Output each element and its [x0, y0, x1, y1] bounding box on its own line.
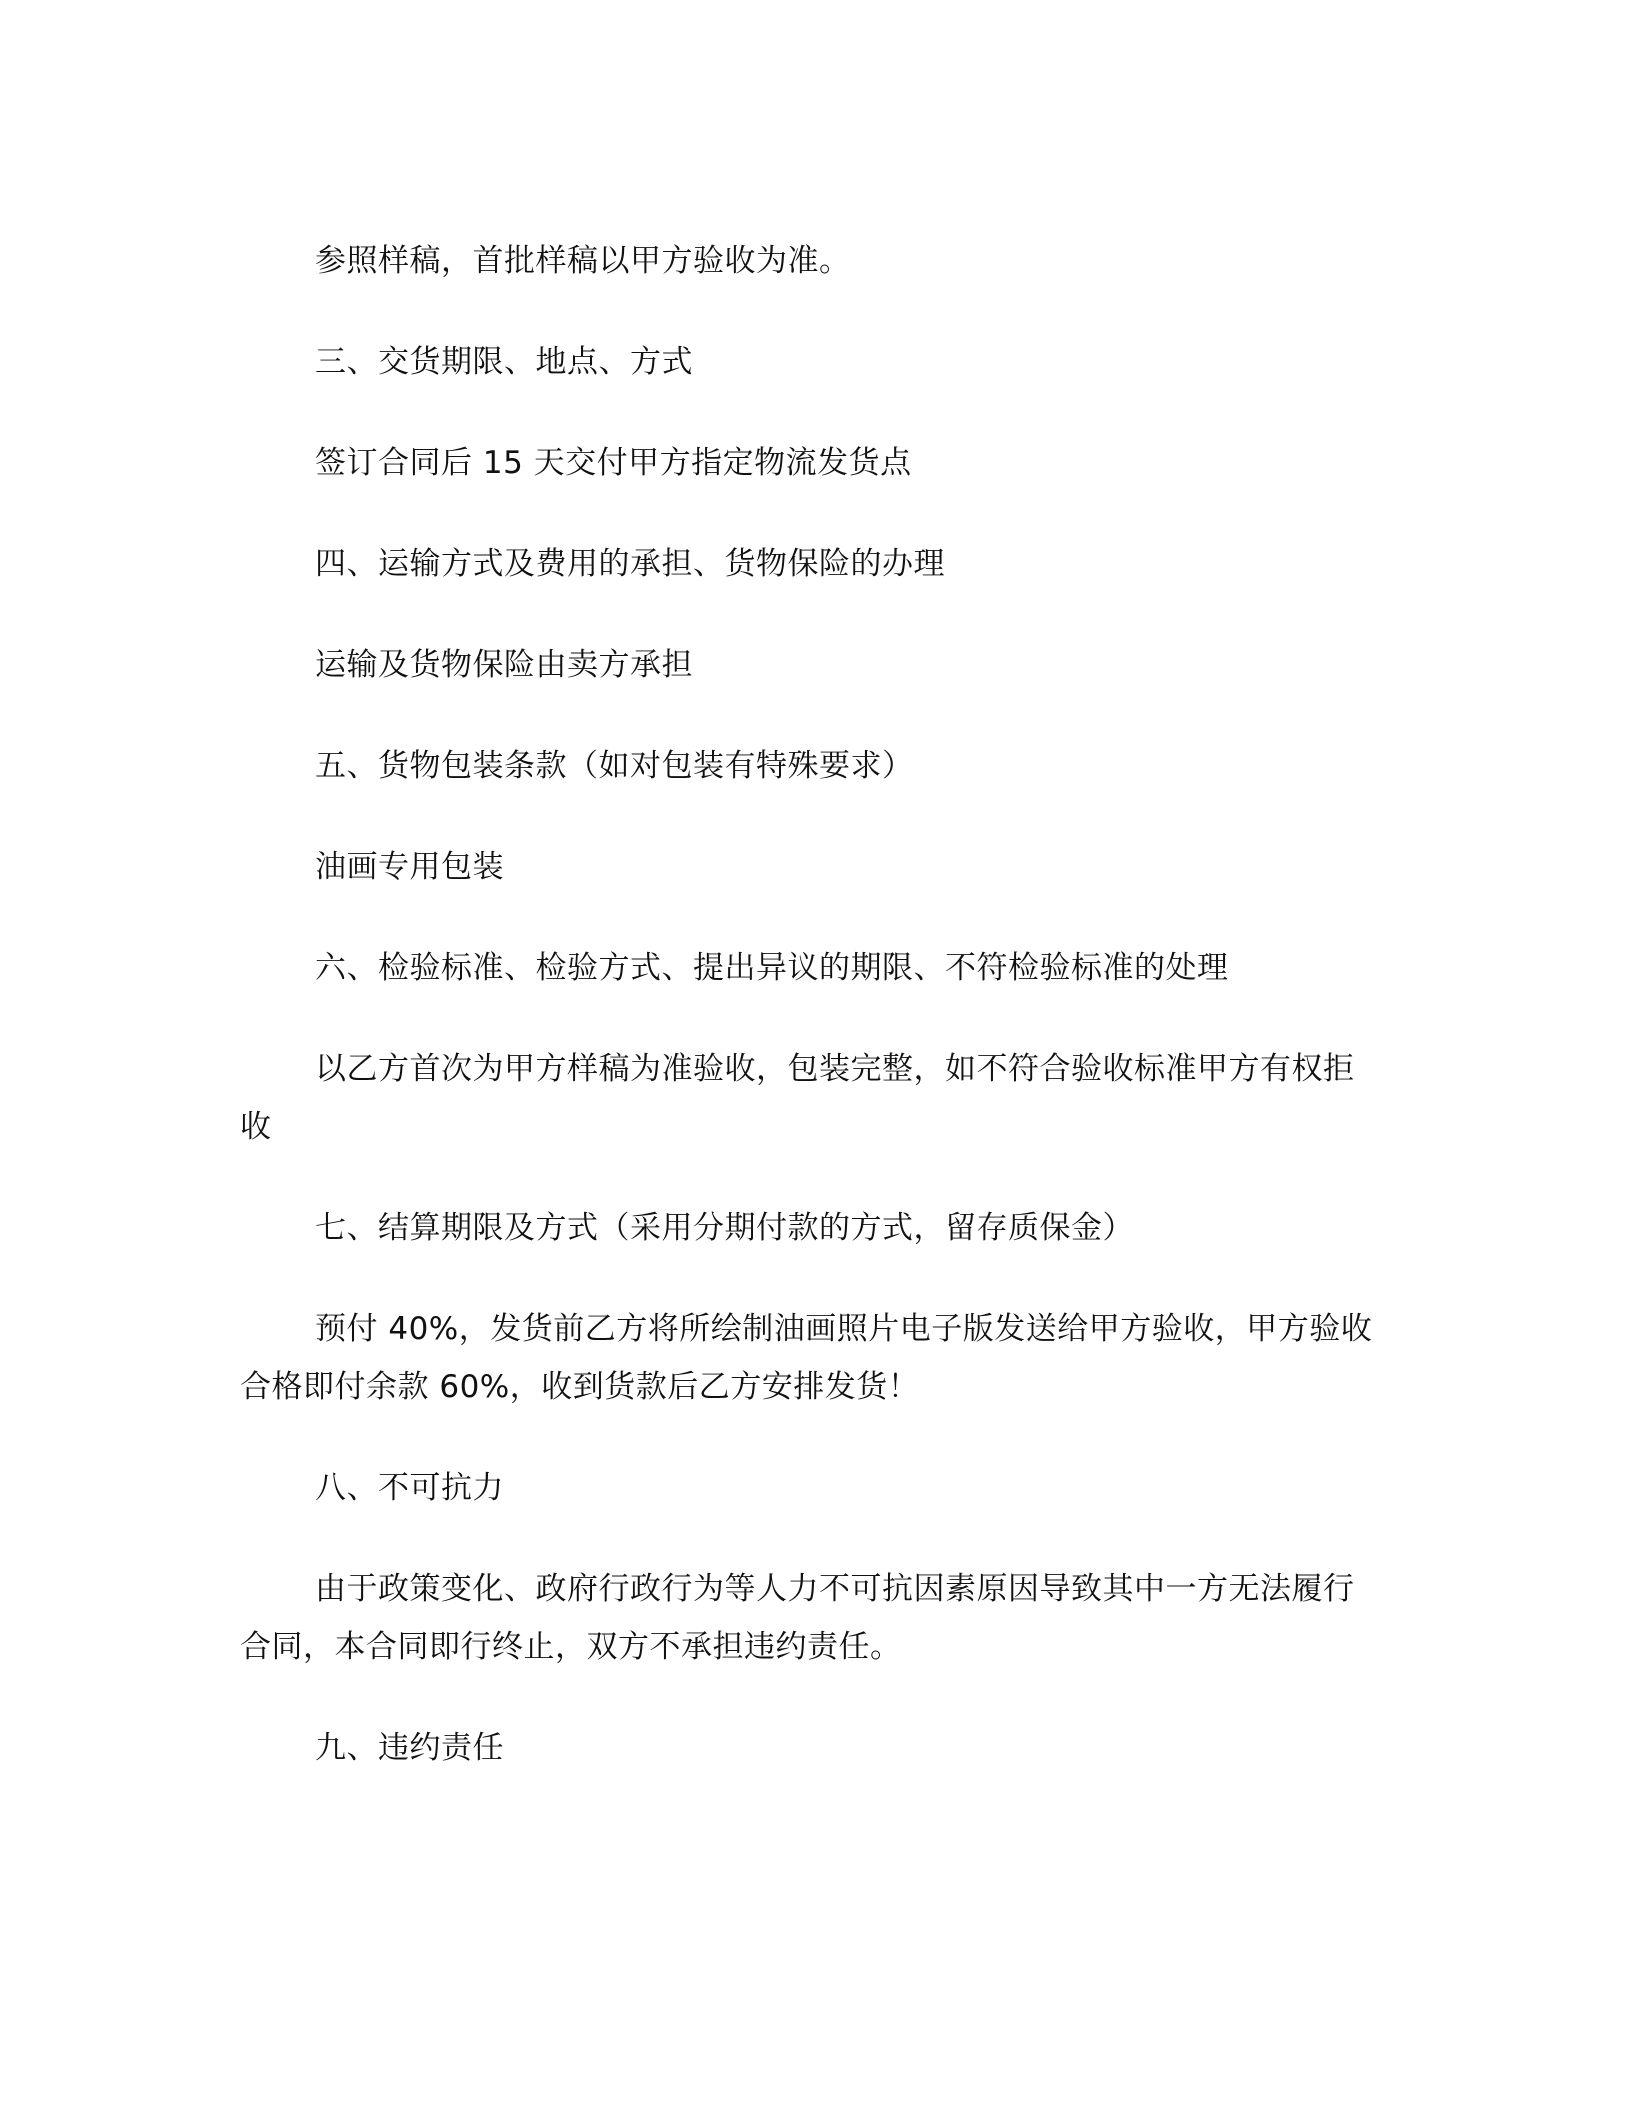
heading-inspection-standard: 六、检验标准、检验方式、提出异议的期限、不符检验标准的处理 [315, 950, 1229, 986]
heading-breach-liability: 九、违约责任 [315, 1730, 504, 1766]
heading-delivery-terms: 三、交货期限、地点、方式 [315, 344, 693, 380]
heading-packaging-terms: 五、货物包装条款（如对包装有特殊要求） [315, 748, 914, 784]
paragraph-delivery-time: 签订合同后 15 天交付甲方指定物流发货点 [315, 445, 912, 481]
paragraph-settlement: 预付 40%，发货前乙方将所绘制油画照片电子版发送给甲方验收，甲方验收合格即付余款 60%，收到货款后乙方安排发货！ [240, 1311, 1373, 1405]
heading-settlement-terms: 七、结算期限及方式（采用分期付款的方式，留存质保金） [315, 1210, 1134, 1246]
paragraph-sample-acceptance: 参照样稿，首批样稿以甲方验收为准。 [315, 243, 851, 279]
paragraph-transport-insurance: 运输及货物保险由卖方承担 [315, 647, 693, 683]
paragraph-force-majeure: 由于政策变化、政府行政行为等人力不可抗因素原因导致其中一方无法履行合同，本合同即行终止，双方不承担违约责任。 [240, 1571, 1355, 1665]
heading-transport-insurance: 四、运输方式及费用的承担、货物保险的办理 [315, 546, 945, 582]
heading-force-majeure: 八、不可抗力 [315, 1470, 504, 1506]
paragraph-packaging: 油画专用包装 [315, 849, 504, 885]
paragraph-inspection: 以乙方首次为甲方样稿为准验收，包装完整，如不符合验收标准甲方有权拒收 [240, 1051, 1355, 1145]
document-body [240, 232, 1380, 1777]
